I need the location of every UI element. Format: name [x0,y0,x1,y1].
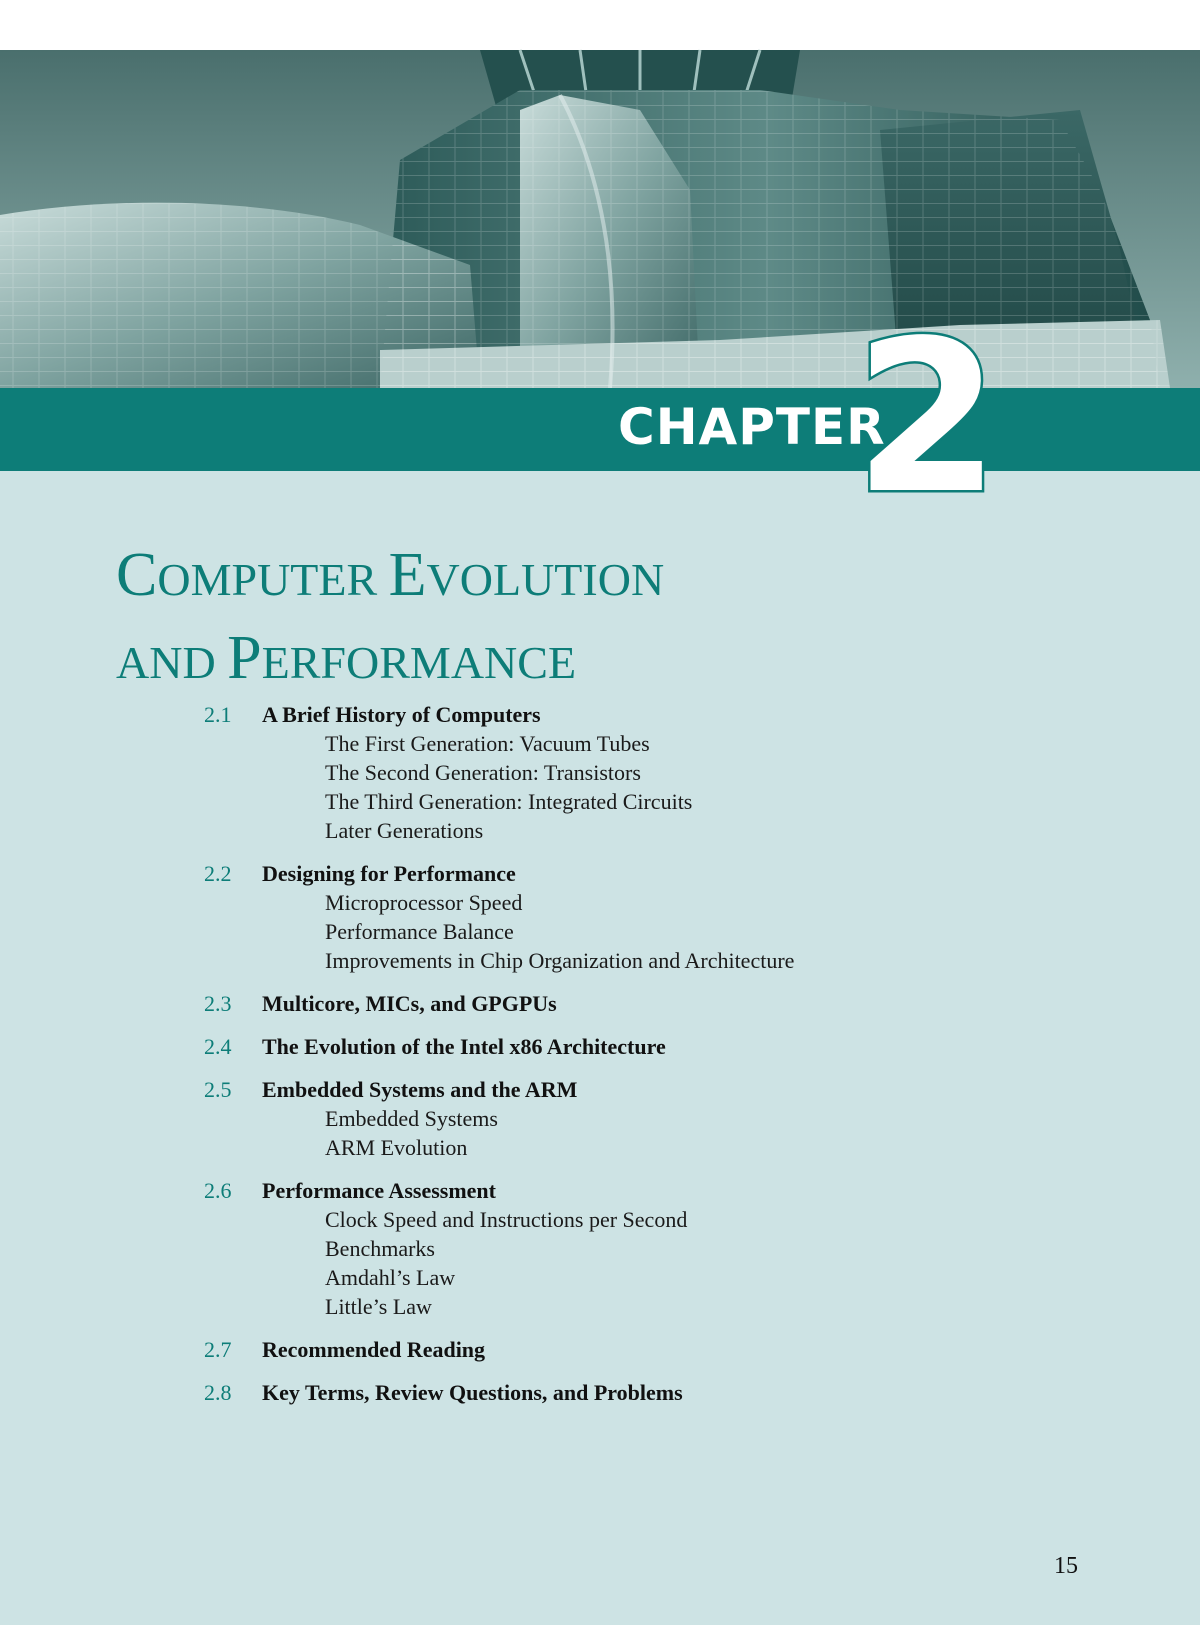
toc-section-heading[interactable] [0,1032,1200,1061]
toc-subsection[interactable]: Little’s Law [325,1294,432,1319]
toc-section [0,1075,1200,1162]
toc-subsection[interactable]: Benchmarks [325,1236,435,1261]
toc-section-number: 2.2 [204,861,232,886]
toc-section-number: 2.4 [204,1034,232,1059]
title-rest: VOLUTION [426,554,665,605]
toc-subsection[interactable]: The Second Generation: Transistors [325,760,641,785]
title-initial: E [388,541,427,609]
title-rest: ERFORMANCE [261,637,577,688]
toc-section-title: Designing for Performance [262,861,516,886]
toc-section-title: A Brief History of Computers [262,702,541,727]
chapter-label: CHAPTER [618,398,886,456]
chapter-photo [0,50,1200,388]
title-line-1 [116,538,664,621]
toc-section [0,859,1200,975]
toc-section-title: Embedded Systems and the ARM [262,1077,578,1102]
toc-section-title: Key Terms, Review Questions, and Problems [262,1380,683,1405]
table-of-contents [0,700,1200,1421]
toc-section-heading[interactable] [0,1075,1200,1104]
toc-subsection[interactable]: ARM Evolution [325,1135,468,1160]
page-number: 15 [1054,1553,1078,1579]
title-rest: OMPUTER [157,554,389,605]
toc-subsection[interactable]: Performance Balance [325,919,514,944]
toc-subsection[interactable]: Amdahl’s Law [325,1265,456,1290]
toc-section [0,1032,1200,1061]
toc-section-heading[interactable] [0,989,1200,1018]
toc-section-number: 2.3 [204,991,232,1016]
toc-subsection[interactable]: Microprocessor Speed [325,890,523,915]
toc-section-number: 2.1 [204,702,232,727]
title-rest: AND [116,637,228,688]
toc-subsection[interactable]: Clock Speed and Instructions per Second [325,1207,688,1232]
title-initial: P [227,624,262,692]
toc-section-heading[interactable] [0,1378,1200,1407]
toc-section [0,700,1200,845]
svg-text:2: 2 [853,295,1001,540]
toc-section-number: 2.7 [204,1337,232,1362]
toc-section-number: 2.5 [204,1077,232,1102]
chapter-number [853,295,1001,540]
toc-section-number: 2.6 [204,1178,232,1203]
toc-subsection[interactable]: Improvements in Chip Organization and Architecture [325,948,795,973]
toc-subsection[interactable]: The Third Generation: Integrated Circuits [325,789,693,814]
chapter-band [0,388,1200,471]
toc-subsection[interactable]: Embedded Systems [325,1106,498,1131]
toc-section [0,989,1200,1018]
toc-section-title: Performance Assessment [262,1178,496,1203]
toc-section-heading[interactable] [0,859,1200,888]
toc-section-heading[interactable] [0,1335,1200,1364]
toc-section-number: 2.8 [204,1380,232,1405]
toc-section-title: Recommended Reading [262,1337,486,1362]
title-line-2 [116,621,664,704]
building-photo-image [0,50,1200,388]
toc-section-heading[interactable] [0,700,1200,729]
title-initial: C [116,541,158,609]
toc-section [0,1176,1200,1321]
toc-section-title: Multicore, MICs, and GPGPUs [262,991,557,1016]
toc-subsection[interactable]: The First Generation: Vacuum Tubes [325,731,650,756]
chapter-title [116,538,664,704]
toc-section [0,1378,1200,1407]
toc-subsection[interactable]: Later Generations [325,818,484,843]
toc-section-title: The Evolution of the Intel x86 Architecture [262,1034,666,1059]
toc-section-heading[interactable] [0,1176,1200,1205]
toc-section [0,1335,1200,1364]
